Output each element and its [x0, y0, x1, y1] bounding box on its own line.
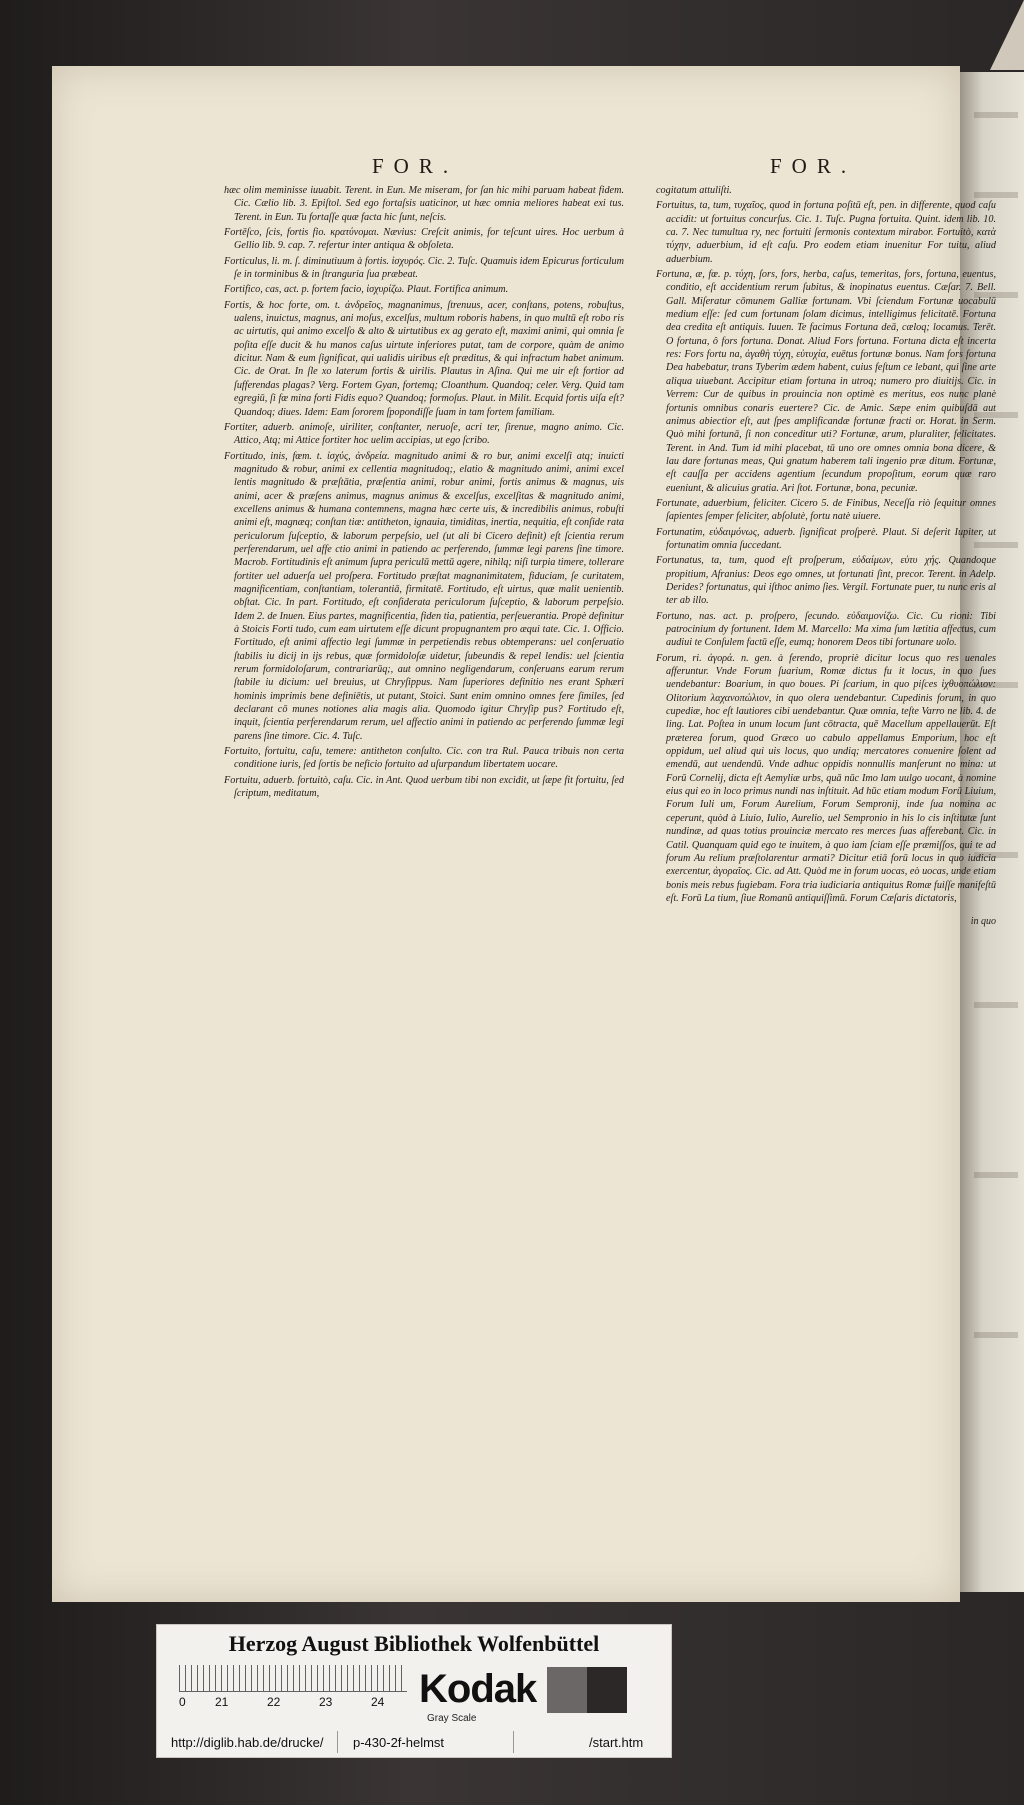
ruler-label: 22: [267, 1695, 281, 1709]
ruler-label: 0: [179, 1695, 186, 1709]
entry-fortuno: Fortuno, nas. act. p. proſpero, ſecundo. εὐδαιμονίζω. Cic. Cu rioni: Tibi patrocinium dy fortunent. Idem M. Marcello: Ma xima ſum lætitia affectus, cum audiui te Conſulem factū eſſe, eumq; honorem Deos tibi fortunare uolo.: [656, 610, 996, 649]
gray-swatch: [547, 1667, 587, 1713]
running-header-left: FOR.: [372, 154, 459, 178]
scale-ruler: [179, 1665, 407, 1692]
running-header-right: FOR.: [770, 154, 857, 178]
entry-fortifico: Fortifico, cas, act. p. fortem facio, ἰσχυρίζω. Plaut. Fortifica animum.: [224, 284, 509, 296]
entry-fortunate: Fortunate, aduerbium, feliciter. Cicero 5. de Finibus, Neceſſa riò ſequitur omnes ſapientes ſemper feliciter, abſolutè, fortu natè uiuere.: [656, 497, 996, 523]
entry-fortuna: Fortuna, æ, fœ. p. τύχη, ſors, fors, herba, caſus, temeritas, fors, fortuna, euentus, conditio, eſt accidentium rerum ſubitus, & inopinatus euentus. Cæſar. 7. Bell. Gall. Miſeratur cōmunem Galliæ fortunam. Vbi ſciendum Fortunæ uocabulū medium eſſe: ſed cum fortunam ſolam dicimus, intelligimus felicitatē. Fortuna dea credita eſt antiquis. Iuuen. Te facimus Fortuna deā, cæloq; locamus. Terēt. O fortuna, ô fors fortuna. Donat. Aliud Fors fortuna. Fortuna dicta eſt incerta res: Fors fortu na, ἀγαθὴ τύχη, εὐτυχία, euētus fortunæ bonus. Nam fors fortuna Dea habebatur, trans Tyberim ædem habent, cuius feſtum ce lebant, qui ſine arte aliqua uiuebant. Accipitur etiam fortuna in utroq; numero pro diuitijs. Cic. in Verrem: Cur de quibus in prouincia non optimè es meritus, eos nunc planè fortunis omnibus conaris euertere? Cic. de Amic. Sæpe enim quibuſdā aut animus abiectior eſt, aut ſpes amplificandæ fortunæ fracti or. Horat. in Serm. Quò mihi fortunā, ſi non conceditur uti? Fortunæ, arum, pluraliter, felicitates. Terent. in And. Tum id mihi placebat, tū uno ore omnes omnia bona dicere, & lau dare fortunas meas, Qui gnatum haberem tali ingenio præ ditum. Fortunæ, eſt cauſſa per accidens agentium ſecundum propoſitum, eorum quæ raro eueniunt, & alicuius gratia. Ari ſtot. Fortunæ, bona, pecuniæ.: [656, 269, 996, 494]
ruler-label: 21: [215, 1695, 229, 1709]
entry-continuation: cogitatum attuliſti.: [656, 185, 732, 196]
entry-fortunatim: Fortunatim, εὐδαιμόνως, aduerb. ſignificat proſperè. Plaut. Si deſerit Iupiter, ut fortunatim omnia ſuccedant.: [656, 526, 996, 551]
right-column: [656, 184, 996, 1554]
entry-fortuitus: Fortuitus, ta, tum, τυχαῖος, quod in fortuna poſitū eſt, pen. in differente, quod caſu accidit: ut fortuitus concurſus. Cic. 1. Tuſc. Pugna fortuita. Quint. idem lib. 10. ca. 7. Nec tumultua ry, nec fortuiti ſermonis contextum mirabor. Fortuitò, κατὰ τύχην, aduerbium, id eſt caſu. Pro eodem etiam inuenitur For tuitu, aliud aduerbium.: [656, 200, 996, 265]
entry-fortunatus: Fortunatus, ta, tum, quod eſt proſperum, εὐδαίμων, εὐτυ χής. Quandoque propitium, Afranius: Deos ego omnes, ut fortunati ſint, precor. Terent. in Adelp. Derides? fortunatus, qui iſthoc animo ſies. Vergil. Fortunate puer, tu nunc eris al ter ab illo.: [656, 555, 996, 607]
entry-fortiter: Fortiter, aduerb. animoſe, uiriliter, conſtanter, neruoſe, acri ter, ſirenue, magno animo. Cic. Attico, Atq; mi Attice fortiter hoc uelim accipias, ut ego ſcribo.: [224, 421, 624, 447]
shelfmark: p-430-2f-helmst: [353, 1735, 445, 1750]
library-name: Herzog August Bibliothek Wolfenbüttel: [228, 1631, 600, 1656]
start-link: /start.htm: [589, 1735, 644, 1750]
entry-fortuito: Fortuito, fortuitu, caſu, temere: antitheton conſulto. Cic. con tra Rul. Pauca tribuis non certa conditione iuris, ſed ſortis be neficio fortuito ad uſurpandum libertatem uocare.: [224, 746, 624, 771]
ruler-label: 24: [371, 1695, 385, 1709]
source-url: http://diglib.hab.de/drucke/: [171, 1735, 324, 1750]
source-url-bar: [157, 1729, 671, 1757]
left-column: [224, 184, 624, 1554]
entry-forticulus: Forticulus, li. m. ſ. diminutiuum à fortis. ἰσχυρός. Cic. 2. Tuſc. Quamuis idem Epicurus forticulum ſe in torminibus & in ſtranguria ſua præbeat.: [224, 255, 624, 281]
ghost-text-line: [974, 112, 1018, 118]
gray-scale-label: Gray Scale: [427, 1713, 477, 1724]
entry-fortuitu: Fortuitu, aduerb. fortuitò, caſu. Cic. in Ant. Quod uerbum tibi non excidit, ut ſæpe fit fortuitu, ſed ſcriptum, meditatum,: [224, 774, 624, 800]
divider: [337, 1731, 338, 1753]
entry-fortis: Fortis, & hoc forte, om. t. ἀνδρεῖος, magnanimus, ſtrenuus, acer, conſtans, potens, robuſtus, ualens, inuictus, magnus, ani moſus, excelſus, multum roboris habens, in quo multū eſt robo ris ac uirtutis, qui animo excelſo & alto & uirtutibus ex ag gerato eſt, maximi animi, qui omnia ſe poſita eſſe ducit & hu manos caſus uirtute inferiores putat, tam de corpore, quàm de animo dicitur. Nam & eum ſignificat, qui ualidis uiribus eſt præditus, & qui infractum habet animum. Cic. de Orat. In ſle xo laterum fortis & uirilis. Plautus in Aſina. Qui me uir eſt fortior ad ſufferendas plagas? Verg. Fortem Gyan, fortemq; Cloanthum. Quandoq; celer. Verg. Quid tam egregiū, ſi fœ mina forti Fidis equo? Quandoq; formoſus. Plaut. in Milit. Ecquid fortis uiſa eſt? Quandoq; diues. Idem: Eam ſororem ſpopondiſſe ſuam in tam fortem familiam.: [224, 299, 624, 418]
entry-fortesco: Fortēſco, ſcis, fortis fio. κρατύνομαι. Nævius: Creſcit animis, for teſcunt uires. Hoc uerbum à Gellio lib. 9. cap. 7. refertur inter antiqua & obſoleta.: [224, 227, 624, 252]
entry-forum: Forum, ri. ἀγορά. n. gen. à ferendo, propriè dicitur locus quo res uenales afferuntur. Vnde Forum ſuarium, Romæ dictus fu it locus, in quo ſues uendebantur: Boarium, in quo boues. Pi ſcarium, in quo piſces ἰχθυοπώλιον: Olitorium λαχανοπώλιον, in quo olera uendebantur. Cupedinis forum, in quo cupediæ, hoc eſt lautiores cibi uendebantur. Quæ omnia, teſte Varro ne lib. 4. de ling. Lat. Poſtea in unum locum ſunt cōtracta, quē Macellum appellauerūt. Eſt præterea forum, quod Græco uo cabulo appellamus Emporium, hoc eſt oppidum, uel aliud qui uis locus, quo undiq; mercatores conuenire ſolent ad emendū, aut uendendū. Vnde adhuc oppidis nonnullis manſerunt no mina: ut Forū Cornelij, dicta eſt Aemyliæ urbs, quā nūc Imo lam uulgo uocant, à nomine eius qui eo in loco primus nundi nas inſtituit. Ad hūc etiam modum Forū Liuium, Forum Iuli um, Forum Aurelium, Forum Sempronij, inde ſua nomina ac ceperunt, quòd à Liuio, Iulio, Aurelio, uel Sempronio in his lo cis inſtitutæ ſunt nundinæ, ad quas totius prouinciæ mercato res merces ſuas afferebant. Cic. in Catil. Quanquam quid ego te inuitem, à quo iam ſciam eſſe præmiſſos, qui te ad forum Au relium præſtolarentur armati? Dicitur etiā forū locus in quo iudicia exercentur, ἀγοραῖος. Cic. ad Att. Quòd me in forum uocas, eò uocas, unde etiam bonis meis rebus fugiebam. Fora tria iudiciaria antiquitus Romæ fuiſſe manifeſtū eſt. Forū La tium, ſiue Romanū antiquiſſimū. Forum Cæſaris dictatoris,: [656, 652, 996, 904]
kodak-logo: Kodak: [419, 1667, 537, 1711]
catchword: in quo: [970, 916, 996, 928]
book-page: [52, 66, 996, 1602]
entry-fortitudo: Fortitudo, inis, fœm. t. ἰσχύς, ἀνδρεία. magnitudo animi & ro bur, animi excelſi atq; inuicti magnitudo & robur, animi ex cellentia magnitudoq;, elatio & magnitudo animi, animi excel lentis magnitudo & præſtātia, præſentia animi, robur animi, fortis animus & magnus, uis animi, acer & præſens animus, magnus animus & excelſus, excelſitas & magnitudo animi, excellens animus & humana contemnens, magna hæc certe uis, & incredibilis animus, robuſti animi eſt, magnæq; conſtan tiæ: antitheton, ignauia, timiditas, inertia, nequitia, eſt conſide rata periculorum ſuſceptio, & laborum perpeſsio, uel (ut ali bi Cicero definit) eſt ſcientia rerum perferendarum, uel affe ctio animi in patiendo ac perferendo, ſummæ legi parens ſine timore. Macrob. Fortitudinis eſt animum ſupra periculū mettū agere, nihilq; niſi turpia timere, tollerare fortiter uel aduerſa uel proſpera. Fortitudo præſtat magnanimitatem, fiduciam, ſe curitatem, magnificentiam, conſtantiam, tolerantiā, firmitatē. Fortitudo, eſt uirtus, quæ malit uenientib. obſtat. Cic. In part. Fortitudo, eſt conſiderata periculorum ſuſceptio, & laborum perpeſsio. Idem 2. de Inuen. Eius partes, magnificentia, fiden tia, patientia, perſeuerantia. Propè definitur à Stoicis Forti tudo, cum eam uirtutem eſſe dicunt propugnantem pro æqui tate. Cic. 1. Officio. Fortitudo, eſt animi affectio legi ſummæ in perpetiendis rebus obtemperans: uel conſeruatio ſtabilis iu dicij in ijs rebus, quæ formidoloſæ uidetur, ſubeundis & repel lendis: uel ſcientia rerum formidoloſarum, contrariarūq;, aut omnino negligendarum, conſeruans earum rerum ſtabile iu dicium: uel breuius, ut Chryſippus. Nam ſuperiores definitio nes erant Sphæri hominis imprimis bene definiētis, ut putant, Stoici. Sunt enim omnino omnes fere ſimiles, ſed declarant cō munes notiones alia magis alia. Quomodo igitur Chryſip pus? Fortitudo eſt, inquit, ſcientia perferendarum rerum, uel affectio animi in patiendo ac perferendo ſummæ legi parens ſine timore. Cic. 4. Tuſc.: [224, 450, 624, 742]
library-colour-strip: [156, 1624, 672, 1758]
divider: [513, 1731, 514, 1753]
dark-swatch: [587, 1667, 627, 1713]
entry-continuation: hæc olim meminisse iuuabit. Terent. in Eun. Me miseram, for ſan hic mihi paruam habeat fidem. Cic. Cælio lib. 3. Epiſtol. Sed ego fortaſsis uaticinor, ut hæc omnia meliores habeat exi tus. Terent. in Eun. Tu fortaſſe quæ facta hic ſunt, neſcis.: [224, 185, 624, 223]
ruler-label: 23: [319, 1695, 333, 1709]
